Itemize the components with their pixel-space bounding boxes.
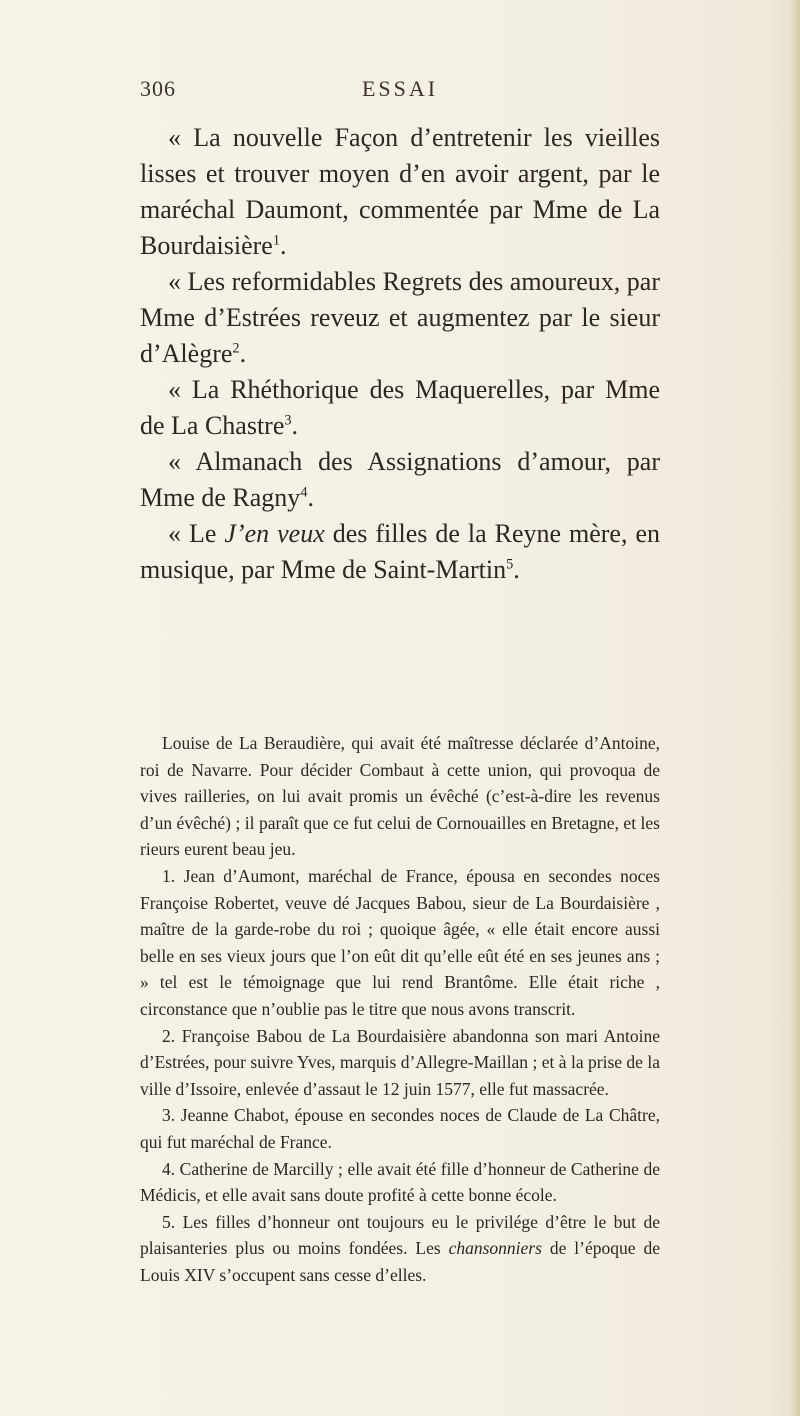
page-number: 306	[140, 76, 176, 101]
note-ref: 4	[300, 484, 308, 501]
note-ref: 3	[284, 412, 292, 429]
note-ref: 2	[232, 340, 240, 357]
title-entry-3: « La Rhéthorique des Maquerelles, par Mme de La Chastre$^3$.	[140, 375, 660, 440]
page-header	[140, 76, 660, 110]
note-ref: 5	[506, 556, 514, 573]
main-text	[140, 120, 660, 588]
title-entry-4: « Almanach des Assignations d’amour, par Mme de Ragny$^4$.	[140, 447, 660, 512]
footnote-2: 2. Françoise Babou de La Bourdaisière abandonna son mari Antoine d’Estrées, pour suivre Yves, marquis d’Allegre-Maillan ; et à la prise de la ville d’Issoire, enlevée d’assaut le 12 juin 1577, elle fut massacrée.	[140, 1025, 660, 1099]
footnote-5: 5. Les filles d’honneur ont toujours eu le privilége d’être le but de plaisanteries plus ou moins fondées. Les chansonniers de l’époque de Louis XIV s’occupent sans cesse d’elles.	[140, 1211, 660, 1285]
footnote-3: 3. Jeanne Chabot, épouse en secondes noces de Claude de La Châtre, qui fut maréchal de France.	[140, 1105, 660, 1152]
footnote-continued: Louise de La Beraudière, qui avait été maîtresse déclarée d’Antoine, roi de Navarre. Pour décider Combaut à cette union, qui provoqua de vives railleries, on lui avait promis un évêché (c’est-à-dire les revenus d’un évêché) ; il paraît que ce fut celui de Cornouailles en Bretagne, et les rieurs eurent beau jeu.	[140, 733, 660, 860]
title-entry-5: « Le J’en veux des filles de la Reyne mère, en musique, par Mme de Saint-Martin$^5$.	[140, 519, 660, 584]
running-title: ESSAI	[361, 76, 439, 101]
footnote-1: 1. Jean d’Aumont, maréchal de France, épousa en secondes noces Françoise Robertet, veuve dé Jacques Babou, sieur de La Bourdaisière , maître de la garde-robe du roi ; quoique âgée, « elle était encore aussi belle en ses vieux jours que l’on eût dit qu’elle eût été en ses jeunes ans ; » tel est le témoignage que lui rend Brantôme. Elle était riche , circonstance que n’oublie pas le titre que nous avons transcrit.	[140, 865, 660, 1019]
title-entry-2: « Les reformidables Regrets des amoureux, par Mme d’Estrées reveuz et augmentez par le sieur d’Alègre$^2$.	[140, 267, 660, 368]
footnotes	[140, 730, 660, 1288]
title-entry-1: « La nouvelle Façon d’entretenir les vieilles lisses et trouver moyen d’en avoir argent, par le maréchal Daumont, commentée par Mme de La Bourdaisière$^1$.	[140, 123, 660, 260]
note-ref: 1	[272, 232, 280, 249]
footnote-4: 4. Catherine de Marcilly ; elle avait été fille d’honneur de Catherine de Médicis, et elle avait sans doute profité à cette bonne école.	[140, 1158, 660, 1206]
page-edge-shadow	[790, 0, 800, 1416]
